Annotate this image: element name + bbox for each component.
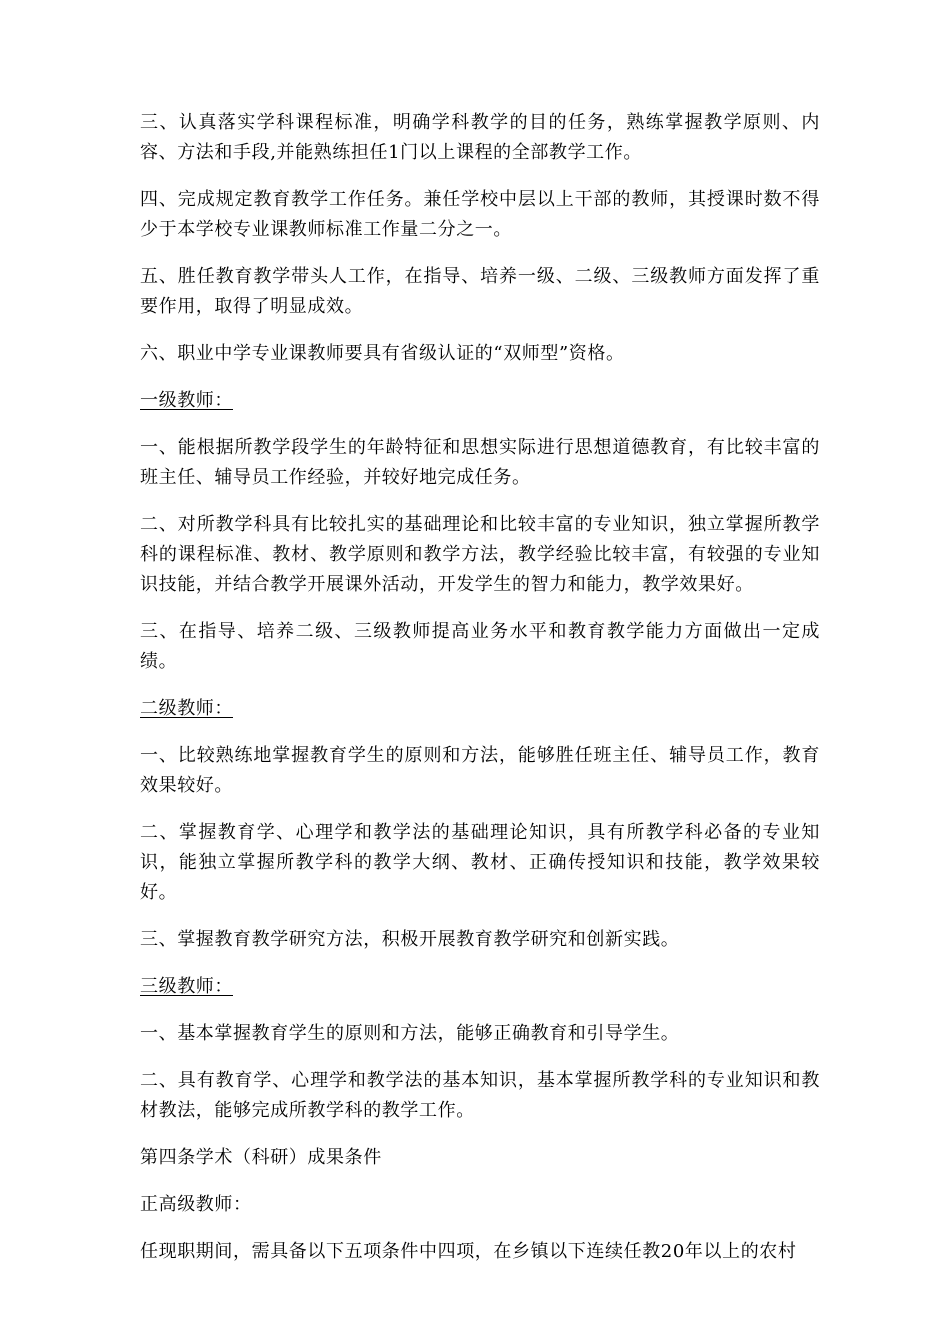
heading-senior-teacher: 正高级教师：	[140, 1194, 252, 1215]
para-senior-intro: 任现职期间，需具备以下五项条件中四项，在乡镇以下连续任教20年以上的农村	[140, 1241, 797, 1262]
para-third-1: 一、基本掌握教育学生的原则和方法，能够正确教育和引导学生。	[140, 1023, 680, 1044]
document-body	[140, 108, 820, 1284]
para-first-2: 二、对所教学科具有比较扎实的基础理论和比较丰富的专业知识，独立掌握所教学科的课程标准、教材、教学原则和教学方法，教学经验比较丰富，有较强的专业知识技能，并结合教学开展课外活动，开发学生的智力和能力，教学效果好。	[140, 514, 820, 595]
para-second-2: 二、掌握教育学、心理学和教学法的基础理论知识，具有所教学科必备的专业知识，能独立掌握所教学科的教学大纲、教材、正确传授知识和技能，教学效果较好。	[140, 822, 820, 903]
para-senior-6: 六、职业中学专业课教师要具有省级认证的“双师型”资格。	[140, 343, 625, 364]
heading-first-level-teacher	[140, 386, 820, 416]
para-second-1: 一、比较熟练地掌握教育学生的原则和方法，能够胜任班主任、辅导员工作，教育效果较好。	[140, 745, 820, 796]
para-second-3: 三、掌握教育教学研究方法，积极开展教育教学研究和创新实践。	[140, 929, 680, 950]
heading-third-level-teacher-text: 三级教师：	[140, 976, 233, 997]
para-senior-4: 四、完成规定教育教学工作任务。兼任学校中层以上干部的教师，其授课时数不得少于本学校专业课教师标准工作量二分之一。	[140, 189, 820, 240]
para-first-3: 三、在指导、培养二级、三级教师提高业务水平和教育教学能力方面做出一定成绩。	[140, 621, 820, 672]
para-first-1: 一、能根据所教学段学生的年龄特征和思想实际进行思想道德教育，有比较丰富的班主任、辅导员工作经验，并较好地完成任务。	[140, 437, 820, 488]
heading-second-level-teacher	[140, 694, 820, 724]
para-third-2: 二、具有教育学、心理学和教学法的基本知识，基本掌握所教学科的专业知识和教材教法，能够完成所教学科的教学工作。	[140, 1070, 820, 1121]
heading-first-level-teacher-text: 一级教师：	[140, 390, 233, 411]
heading-third-level-teacher	[140, 972, 820, 1002]
para-senior-5: 五、胜任教育教学带头人工作，在指导、培养一级、二级、三级教师方面发挥了重要作用，取得了明显成效。	[140, 266, 820, 317]
heading-second-level-teacher-text: 二级教师：	[140, 698, 233, 719]
heading-article-4: 第四条学术（科研）成果条件	[140, 1147, 382, 1168]
para-senior-3: 三、认真落实学科课程标准，明确学科教学的目的任务，熟练掌握教学原则、内容、方法和手段,并能熟练担任1门以上课程的全部教学工作。	[140, 112, 820, 163]
